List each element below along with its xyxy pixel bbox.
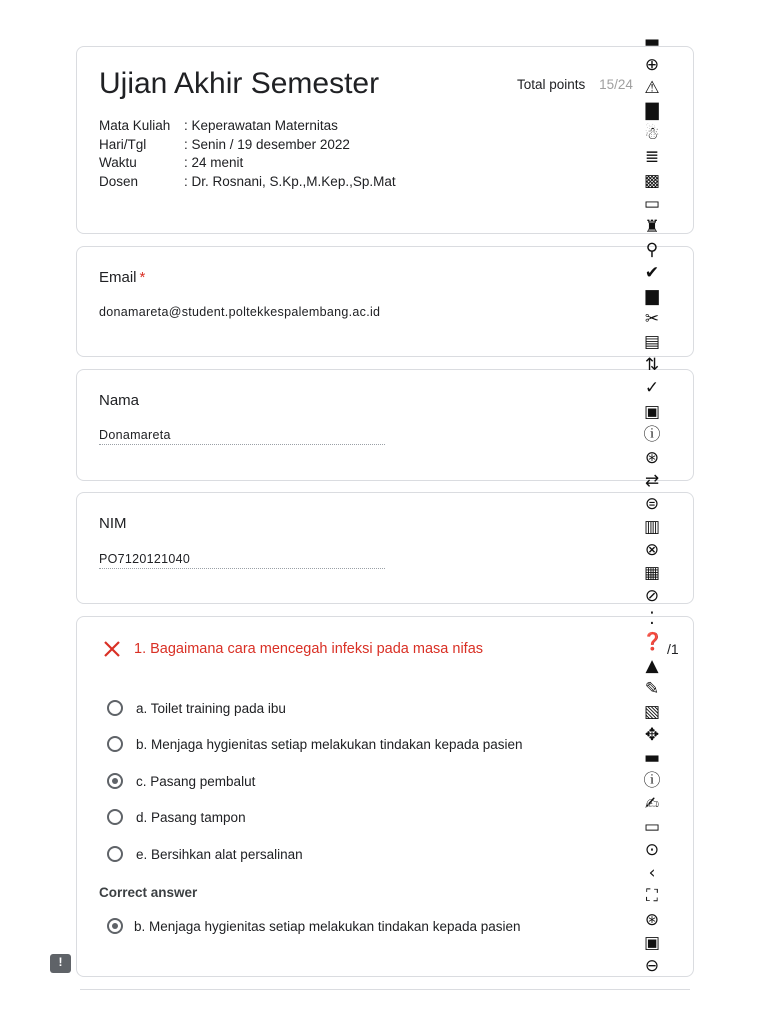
- option-d[interactable]: [107, 806, 246, 828]
- question-score: /1: [667, 641, 679, 657]
- option-label: c. Pasang pembalut: [136, 773, 256, 789]
- email-value: donamareta@student.poltekkespalembang.ac.id: [99, 305, 381, 319]
- meta-key: Dosen: [99, 173, 139, 189]
- overlay-glyph-icon[interactable]: ✍: [644, 794, 660, 815]
- question-text: 1. Bagaimana cara mencegah infeksi pada masa nifas: [134, 641, 484, 657]
- meta-key: Waktu: [99, 155, 137, 170]
- radio-selected-icon: [107, 918, 123, 934]
- overlay-glyph-icon[interactable]: ▲: [645, 655, 659, 676]
- option-b[interactable]: [107, 733, 523, 755]
- overlay-glyph-icon[interactable]: ‹: [648, 863, 656, 884]
- form-header-card: [76, 46, 694, 234]
- option-a[interactable]: [107, 697, 286, 719]
- meta-key: Mata Kuliah: [99, 118, 171, 133]
- overlay-glyph-icon[interactable]: ▇: [645, 101, 659, 122]
- overlay-glyph-icon[interactable]: ▩: [643, 170, 661, 191]
- correct-answer-label: b. Menjaga hygienitas setiap melakukan tindakan kepada pasien: [134, 918, 521, 934]
- overlay-glyph-icon[interactable]: ✔: [644, 262, 660, 283]
- overlay-glyph-icon[interactable]: ⓘ: [643, 424, 661, 445]
- total-points: [517, 77, 633, 92]
- overlay-glyph-icon[interactable]: ⇅: [644, 355, 660, 376]
- overlay-glyph-icon[interactable]: ≣: [644, 147, 660, 168]
- radio-icon[interactable]: [107, 736, 123, 752]
- nim-card: [76, 492, 694, 607]
- meta-row-time: [99, 154, 396, 173]
- incorrect-x-icon: [102, 639, 122, 659]
- overlay-glyph-icon[interactable]: ♜: [644, 216, 660, 237]
- overlay-glyph-icon[interactable]: ▤: [643, 332, 661, 353]
- nama-answer: Donamareta: [99, 428, 385, 445]
- overlay-glyph-icon[interactable]: ⊛: [644, 447, 660, 468]
- option-label: d. Pasang tampon: [136, 809, 246, 825]
- overlay-icon-column: [640, 32, 664, 992]
- overlay-glyph-icon[interactable]: ▣: [643, 932, 661, 953]
- option-c[interactable]: [107, 770, 255, 792]
- form-description: [99, 117, 396, 191]
- nim-label: NIM: [99, 515, 127, 532]
- option-label: b. Menjaga hygienitas setiap melakukan tindakan kepada pasien: [136, 736, 523, 752]
- overlay-glyph-icon[interactable]: ❓: [642, 632, 664, 653]
- report-feedback-icon[interactable]: [50, 954, 71, 973]
- overlay-glyph-icon[interactable]: ▥: [643, 516, 661, 537]
- overlay-glyph-icon[interactable]: ⇄: [644, 470, 660, 491]
- meta-row-lecturer: [99, 173, 396, 192]
- overlay-glyph-icon[interactable]: ⁚: [649, 609, 655, 630]
- overlay-glyph-icon[interactable]: ▣: [643, 401, 661, 422]
- nim-answer: PO7120121040: [99, 552, 385, 569]
- overlay-glyph-icon[interactable]: ✂: [644, 309, 660, 330]
- email-card: [76, 246, 694, 357]
- option-label: a. Toilet training pada ibu: [136, 700, 286, 716]
- meta-value: : Dr. Rosnani, S.Kp.,M.Kep.,Sp.Mat: [184, 173, 396, 189]
- overlay-glyph-icon[interactable]: ▭: [643, 817, 661, 838]
- email-label-text: Email: [99, 269, 137, 286]
- overlay-glyph-icon[interactable]: ☃: [644, 124, 660, 145]
- meta-value: : Keperawatan Maternitas: [184, 118, 338, 133]
- nama-label: Nama: [99, 392, 140, 409]
- total-points-value: 15/24: [599, 77, 633, 92]
- email-label: [99, 269, 145, 286]
- option-label: e. Bersihkan alat persalinan: [136, 846, 303, 862]
- correct-answer: [107, 915, 521, 937]
- radio-icon[interactable]: [107, 846, 123, 862]
- radio-selected-icon[interactable]: [107, 773, 123, 789]
- divider: [80, 989, 690, 990]
- correct-answer-title: Correct answer: [99, 885, 198, 900]
- overlay-glyph-icon[interactable]: ▆: [645, 286, 659, 307]
- overlay-glyph-icon[interactable]: ⊗: [644, 540, 660, 561]
- overlay-glyph-icon[interactable]: ▬: [643, 747, 661, 768]
- overlay-glyph-icon[interactable]: ✓: [644, 378, 660, 399]
- overlay-glyph-icon[interactable]: ▭: [643, 193, 661, 214]
- overlay-glyph-icon[interactable]: ⛶: [646, 886, 658, 907]
- meta-value: : Senin / 19 desember 2022: [184, 136, 350, 152]
- form-title: Ujian Akhir Semester: [99, 67, 380, 100]
- option-e[interactable]: [107, 843, 303, 865]
- overlay-glyph-icon[interactable]: ⚠: [644, 78, 660, 99]
- overlay-glyph-icon[interactable]: ✎: [644, 678, 660, 699]
- overlay-glyph-icon[interactable]: ⊙: [644, 840, 660, 861]
- overlay-glyph-icon[interactable]: ▧: [643, 701, 661, 722]
- overlay-glyph-icon[interactable]: ⓘ: [643, 771, 661, 791]
- total-points-label: Total points: [517, 77, 586, 92]
- overlay-glyph-icon[interactable]: ⊛: [644, 909, 660, 930]
- overlay-glyph-icon[interactable]: ⊖: [644, 955, 660, 976]
- meta-row-date: [99, 136, 396, 155]
- question-card: [76, 616, 694, 977]
- meta-value: : 24 menit: [184, 155, 244, 170]
- required-mark: *: [139, 269, 146, 286]
- radio-icon[interactable]: [107, 700, 123, 716]
- meta-row-course: [99, 117, 396, 136]
- overlay-glyph-icon[interactable]: ⊕: [644, 55, 660, 76]
- overlay-glyph-icon[interactable]: ⊘: [644, 586, 660, 607]
- overlay-glyph-icon[interactable]: ⊜: [644, 493, 660, 514]
- overlay-glyph-icon[interactable]: ▦: [643, 563, 661, 584]
- overlay-glyph-icon[interactable]: ✥: [644, 724, 660, 745]
- meta-key: Hari/Tgl: [99, 136, 147, 152]
- radio-icon[interactable]: [107, 809, 123, 825]
- nama-card: [76, 369, 694, 481]
- overlay-glyph-icon[interactable]: ▬: [643, 32, 661, 52]
- overlay-glyph-icon[interactable]: ⚲: [645, 239, 659, 260]
